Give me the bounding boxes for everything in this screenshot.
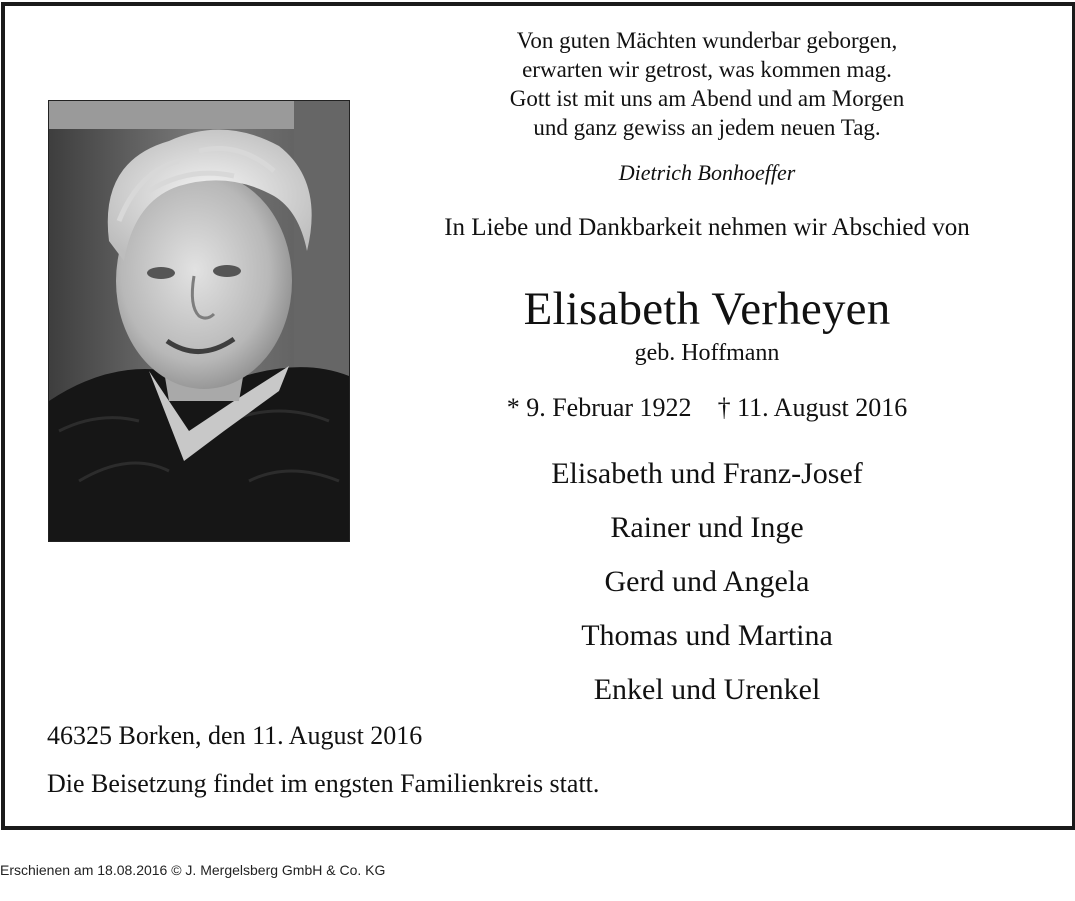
life-dates xyxy=(380,393,1034,423)
mourner-line: Gerd und Angela xyxy=(604,565,810,598)
mourner-line: Rainer und Inge xyxy=(610,511,804,544)
farewell-intro: In Liebe und Dankbarkeit nehmen wir Abschied von xyxy=(444,214,970,241)
birth-date: * 9. Februar 1922 xyxy=(506,393,692,422)
poem-line: erwarten wir getrost, was kommen mag. xyxy=(522,57,892,82)
deceased-name: Elisabeth Verheyen xyxy=(523,283,891,335)
portrait-photo xyxy=(48,100,350,542)
bonhoeffer-poem xyxy=(380,26,1034,142)
poem-line: Gott ist mit uns am Abend und am Morgen xyxy=(509,86,905,111)
publication-footer: Erschienen am 18.08.2016 © J. Mergelsberg GmbH & Co. KG xyxy=(0,862,386,878)
poem-line: Von guten Mächten wunderbar geborgen, xyxy=(516,28,898,53)
burial-note: Die Beisetzung findet im engsten Familienkreis statt. xyxy=(47,769,600,798)
death-date: † 11. August 2016 xyxy=(717,393,908,422)
mourner-line: Thomas und Martina xyxy=(581,619,833,652)
poem-line: und ganz gewiss an jedem neuen Tag. xyxy=(533,115,881,140)
place-date: 46325 Borken, den 11. August 2016 xyxy=(47,721,423,750)
maiden-name: geb. Hoffmann xyxy=(634,340,780,366)
poem-author: Dietrich Bonhoeffer xyxy=(618,160,796,185)
mourner-line: Elisabeth und Franz-Josef xyxy=(551,457,863,490)
mourner-line: Enkel und Urenkel xyxy=(593,673,821,706)
